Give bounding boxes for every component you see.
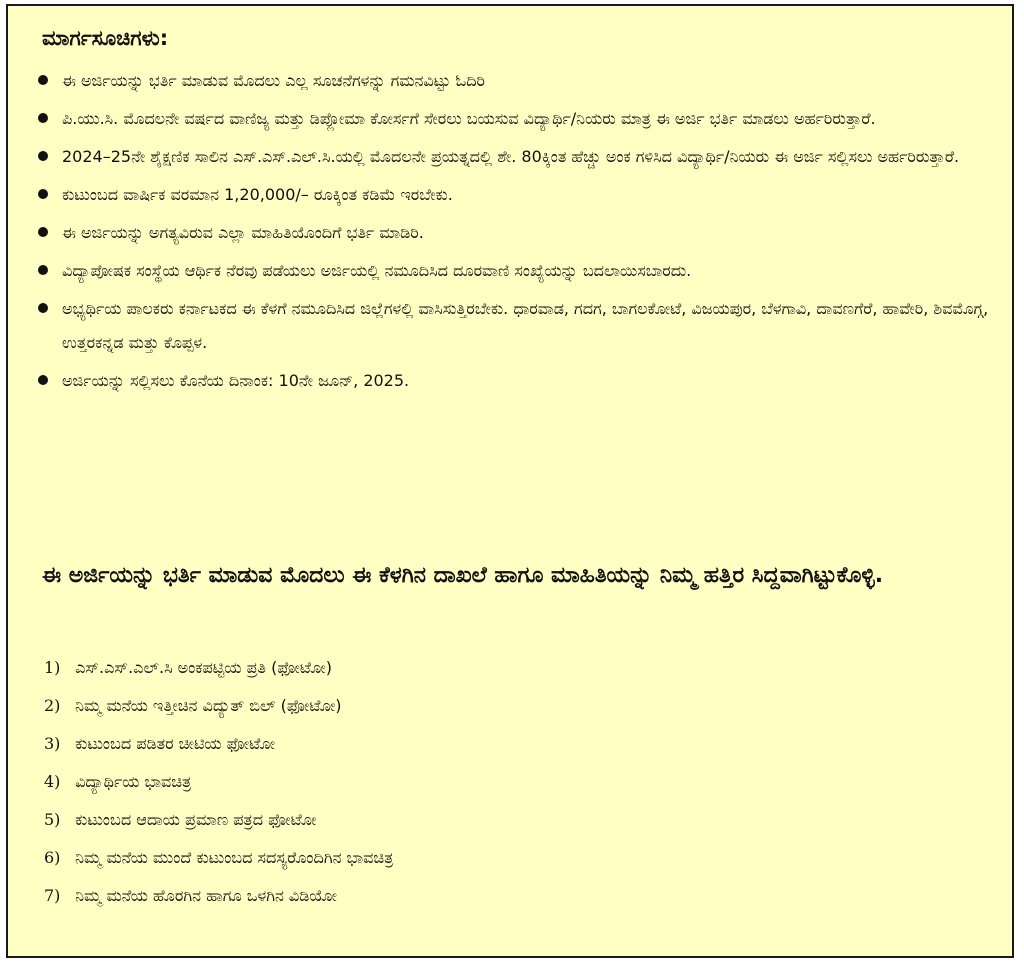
document-number: 5) [44, 810, 61, 829]
document-text: ವಿದ್ಯಾರ್ಥಿಯ ಭಾವಚಿತ್ರ [75, 772, 192, 791]
document-item [44, 766, 984, 798]
document-number: 6) [44, 848, 61, 867]
guidelines-heading: ಮಾರ್ಗಸೂಚಿಗಳು: [42, 26, 169, 50]
document-item [44, 652, 984, 684]
document-text: ಕುಟುಂಬದ ಆದಾಯ ಪ್ರಮಾಣ ಪತ್ರದ ಫೋಟೋ [75, 810, 317, 829]
document-item [44, 842, 984, 874]
guideline-item: ಈ ಅರ್ಜಿಯನ್ನು ಅಗತ್ಯವಿರುವ ಎಲ್ಲಾ ಮಾಹಿತಿಯೊಂದಿಗೆ ಭರ್ತಿ ಮಾಡಿರಿ. [30, 216, 1000, 250]
guideline-item: ಅಭ್ಯರ್ಥಿಯ ಪಾಲಕರು ಕರ್ನಾಟಕದ ಈ ಕೆಳಗೆ ನಮೂದಿಸಿದ ಜಿಲ್ಲೆಗಳಲ್ಲಿ ವಾಸಿಸುತ್ತಿರಬೇಕು. ಧಾರವಾಡ, ಗದಗ, ಬಾಗಲಕೋಟೆ, ವಿಜಯಪುರ, ಬೆಳಗಾವಿ, ದಾವಣಗೆರೆ, ಹಾವೇರಿ, ಶಿವಮೊಗ್ಗ, ಉತ್ತರಕನ್ನಡ ಮತ್ತು ಕೊಪ್ಪಳ. [30, 292, 1000, 360]
document-text: ನಿಮ್ಮ ಮನೆಯ ಹೊರಗಿನ ಹಾಗೂ ಒಳಗಿನ ವಿಡಿಯೋ [75, 886, 337, 905]
document-item [44, 690, 984, 722]
guidelines-list [30, 64, 1000, 402]
document-number: 1) [44, 658, 61, 677]
document-number: 7) [44, 886, 61, 905]
documents-list [44, 652, 984, 918]
document-text: ಎಸ್.ಎಸ್.ಎಲ್.ಸಿ ಅಂಕಪಟ್ಟಿಯ ಪ್ರತಿ (ಫೋಟೋ) [75, 658, 332, 677]
document-item [44, 728, 984, 760]
document-number: 3) [44, 734, 61, 753]
document-text: ನಿಮ್ಮ ಮನೆಯ ಮುಂದೆ ಕುಟುಂಬದ ಸದಸ್ಯರೊಂದಿಗಿನ ಭಾವಚಿತ್ರ [75, 848, 394, 867]
guideline-item: 2024–25ನೇ ಶೈಕ್ಷಣಿಕ ಸಾಲಿನ ಎಸ್.ಎಸ್.ಎಲ್.ಸಿ.ಯಲ್ಲಿ ಮೊದಲನೇ ಪ್ರಯತ್ನದಲ್ಲಿ ಶೇ. 80ಕ್ಕಿಂತ ಹೆಚ್ಚು ಅಂಕ ಗಳಿಸಿದ ವಿದ್ಯಾರ್ಥಿ/ನಿಯರು ಈ ಅರ್ಜಿ ಸಲ್ಲಿಸಲು ಅರ್ಹರಿರುತ್ತಾರೆ. [30, 140, 1000, 174]
document-item [44, 804, 984, 836]
guideline-item: ಪಿ.ಯು.ಸಿ. ಮೊದಲನೇ ವರ್ಷದ ವಾಣಿಜ್ಯ ಮತ್ತು ಡಿಪ್ಲೋಮಾ ಕೋರ್ಸಗೆ ಸೇರಲು ಬಯಸುವ ವಿದ್ಯಾರ್ಥಿ/ನಿಯರು ಮಾತ್ರ ಈ ಅರ್ಜಿ ಭರ್ತಿ ಮಾಡಲು ಅರ್ಹರಿರುತ್ತಾರೆ. [30, 102, 1000, 136]
document-number: 2) [44, 696, 61, 715]
guideline-item: ಈ ಅರ್ಜಿಯನ್ನು ಭರ್ತಿ ಮಾಡುವ ಮೊದಲು ಎಲ್ಲ ಸೂಚನೆಗಳನ್ನು ಗಮನವಿಟ್ಟು ಓದಿರಿ [30, 64, 1000, 98]
guideline-item: ಅರ್ಜಿಯನ್ನು ಸಲ್ಲಿಸಲು ಕೊನೆಯ ದಿನಾಂಕ: 10ನೇ ಜೂನ್, 2025. [30, 364, 1000, 398]
document-number: 4) [44, 772, 61, 791]
document-item [44, 880, 984, 912]
documents-title: ಈ ಅರ್ಜಿಯನ್ನು ಭರ್ತಿ ಮಾಡುವ ಮೊದಲು ಈ ಕೆಳಗಿನ ದಾಖಲೆ ಹಾಗೂ ಮಾಹಿತಿಯನ್ನು ನಿಮ್ಮ ಹತ್ತಿರ ಸಿದ್ದವಾಗಿಟ್ಟುಕೊಳ್ಳಿ. [42, 563, 884, 588]
guideline-item: ವಿದ್ಯಾಪೋಷಕ ಸಂಸ್ಥೆಯ ಆರ್ಥಿಕ ನೆರವು ಪಡೆಯಲು ಅರ್ಜಿಯಲ್ಲಿ ನಮೂದಿಸಿದ ದೂರವಾಣಿ ಸಂಖ್ಯೆಯನ್ನು ಬದಲಾಯಿಸಬಾರದು. [30, 254, 1000, 288]
document-text: ಕುಟುಂಬದ ಪಡಿತರ ಚೀಟಿಯ ಫೋಟೋ [75, 734, 276, 753]
document-text: ನಿಮ್ಮ ಮನೆಯ ಇತ್ತೀಚಿನ ವಿದ್ಯುತ್ ಬಿಲ್ (ಫೋಟೋ) [75, 696, 342, 715]
guideline-item: ಕುಟುಂಬದ ವಾರ್ಷಿಕ ವರಮಾನ 1,20,000/– ರೂಕ್ಕಿಂತ ಕಡಿಮೆ ಇರಬೇಕು. [30, 178, 1000, 212]
guidelines-panel [6, 4, 1014, 958]
